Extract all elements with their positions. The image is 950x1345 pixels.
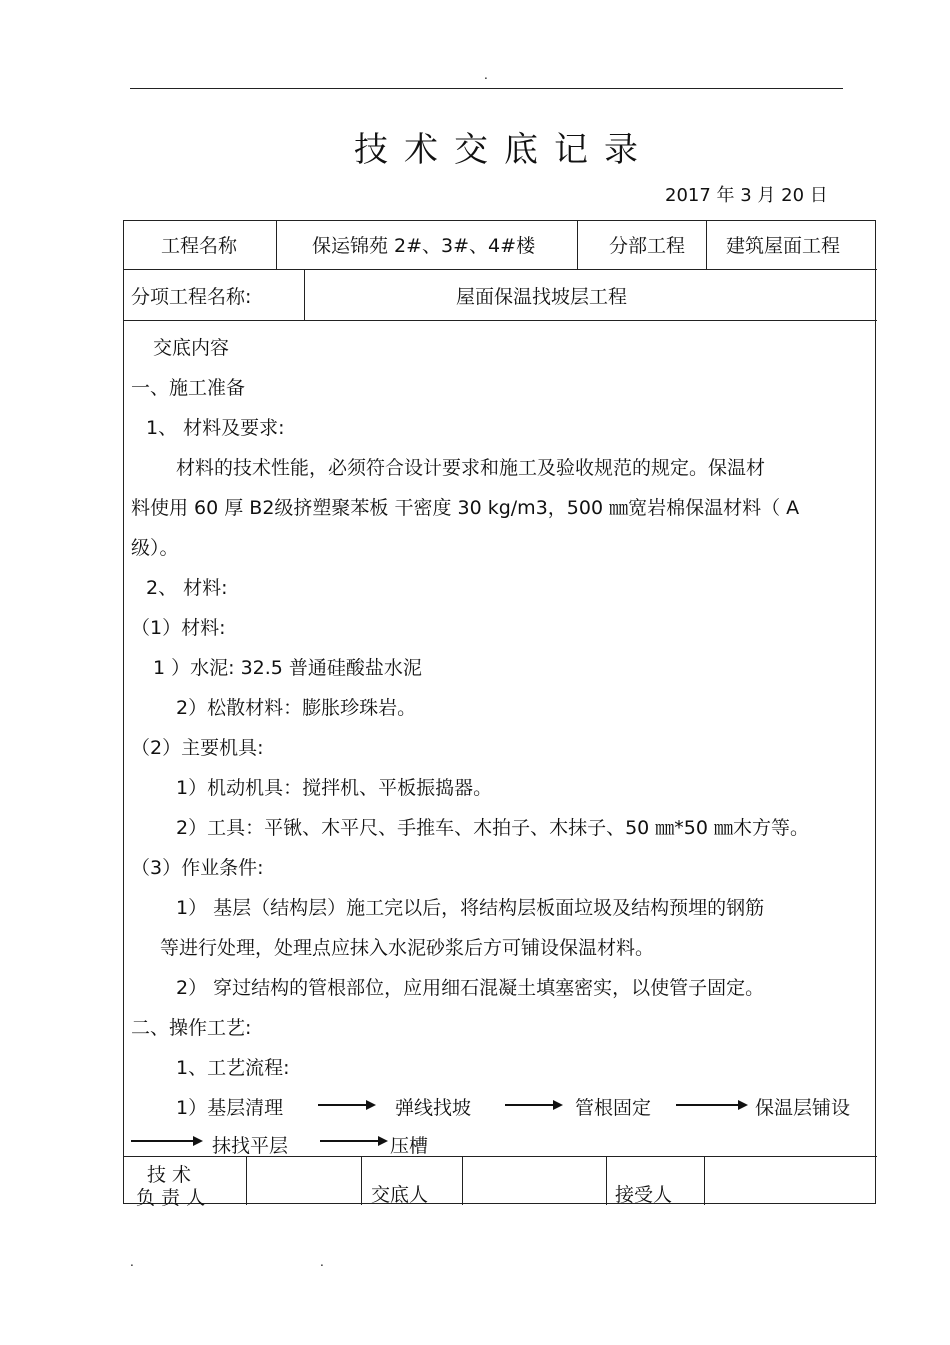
section-heading: 一、施工准备 <box>131 377 246 399</box>
list-item: 2） 穿过结构的管根部位，应用细石混凝土填塞密实，以使管子固定。 <box>176 977 765 999</box>
col-divider <box>606 1156 607 1205</box>
col-divider <box>706 221 707 269</box>
arrow-right-icon <box>318 1104 374 1106</box>
list-item: 1）机动机具：搅拌机、平板振捣器。 <box>176 777 493 799</box>
list-item: 1 ）水泥: 32.5 普通硅酸盐水泥 <box>153 657 422 679</box>
row-divider <box>124 320 877 321</box>
subsection-heading: 1、 材料及要求: <box>146 417 285 439</box>
list-item: 1） 基层（结构层）施工完以后，将结构层板面垃圾及结构预埋的钢筋 <box>176 897 765 919</box>
col-divider <box>246 1156 247 1205</box>
record-date: 2017 年 3 月 20 日 <box>665 185 828 206</box>
list-item-continued: 等进行处理，处理点应抹入水泥砂浆后方可铺设保温材料。 <box>160 937 655 959</box>
col-divider <box>462 1156 463 1205</box>
list-item: 2）工具：平锹、木平尺、手推车、木拍子、木抹子、50 ㎜*50 ㎜木方等。 <box>176 817 810 839</box>
tech-lead-label: 技 术 <box>147 1164 192 1186</box>
list-heading: （1）材料: <box>131 617 226 639</box>
flow-step: 压槽 <box>390 1135 429 1157</box>
header-dot: . <box>484 68 488 82</box>
handover-label: 交底人 <box>371 1184 429 1206</box>
item-name-label: 分项工程名称: <box>131 286 252 308</box>
footer-dot: . <box>130 1255 134 1269</box>
footer-dot: . <box>320 1255 324 1269</box>
arrow-right-icon <box>131 1140 201 1142</box>
col-divider <box>276 221 277 269</box>
list-heading: （3）作业条件: <box>131 857 264 879</box>
paragraph-line: 料使用 60 厚 B2级挤塑聚苯板 干密度 30 kg/m3，500 ㎜宽岩棉保温材料（ A <box>131 497 800 519</box>
tech-lead-label: 负 责 人 <box>136 1187 206 1209</box>
section-heading: 二、操作工艺: <box>131 1017 252 1039</box>
header-rule <box>130 88 843 89</box>
row-divider <box>124 269 877 270</box>
project-name-value: 保运锦苑 2#、3#、4#楼 <box>312 235 536 257</box>
flow-step: 管根固定 <box>575 1097 652 1119</box>
list-item: 2）松散材料：膨胀珍珠岩。 <box>176 697 417 719</box>
paragraph-line: 级）。 <box>131 537 179 559</box>
flow-step: 保温层铺设 <box>755 1097 851 1119</box>
subsection-heading: 1、工艺流程: <box>176 1057 290 1079</box>
arrow-right-icon <box>320 1140 386 1142</box>
receiver-label: 接受人 <box>615 1184 673 1206</box>
page-title: 技术交底记录 <box>354 130 654 170</box>
flow-step: 1）基层清理 <box>176 1097 284 1119</box>
col-divider <box>304 269 305 320</box>
content-heading: 交底内容 <box>153 337 230 359</box>
arrow-right-icon <box>676 1104 746 1106</box>
flow-step: 弹线找坡 <box>395 1097 472 1119</box>
list-heading: （2）主要机具: <box>131 737 264 759</box>
project-name-label: 工程名称 <box>161 235 238 257</box>
flow-step: 抹找平层 <box>212 1135 289 1157</box>
division-label: 分部工程 <box>609 235 686 257</box>
arrow-right-icon <box>505 1104 561 1106</box>
col-divider <box>704 1156 705 1205</box>
col-divider <box>361 1156 362 1205</box>
division-value: 建筑屋面工程 <box>726 235 841 257</box>
col-divider <box>577 221 578 269</box>
item-name-value: 屋面保温找坡层工程 <box>456 286 628 308</box>
paragraph-line: 材料的技术性能，必须符合设计要求和施工及验收规范的规定。保温材 <box>176 457 766 479</box>
subsection-heading: 2、 材料: <box>146 577 228 599</box>
